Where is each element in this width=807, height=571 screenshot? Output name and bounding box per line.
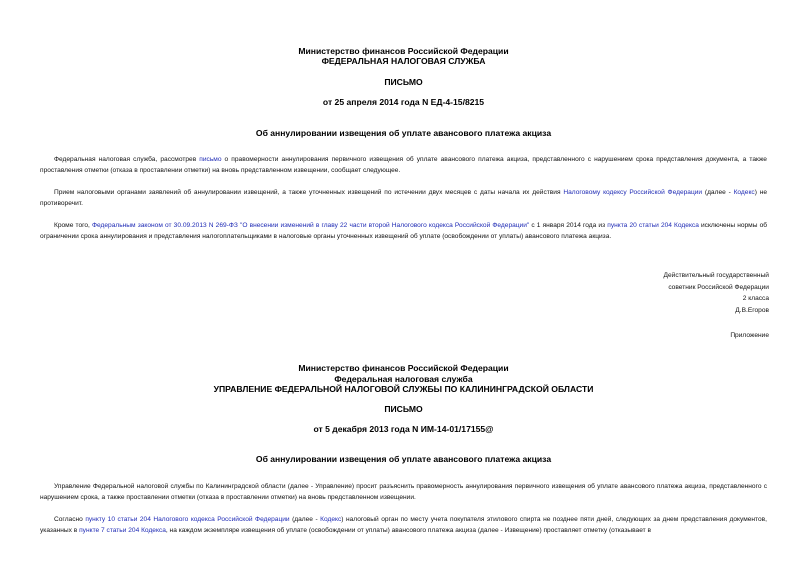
doc2-p2-link-article-204-p10[interactable]: пункту 10 статьи 204 Налогового кодекса Российской Федерации [85, 516, 290, 523]
doc2-p1-text-1: Управление Федеральной налоговой службы по Калининградской области (далее - Управление) просит разъяснить правомерность аннулирования первичного извещения об уплате авансового платежа акциза, представленного с нарушением срока, а также проставлении отметки (отказа в проставлении отметки) на вновь представленном извещении. [40, 483, 767, 501]
doc1-paragraph-2 [40, 187, 767, 209]
doc1-doc-type: ПИСЬМО [384, 77, 423, 87]
doc1-p1-text-2: о правомерности аннулирования первичного извещения об уплате авансового платежа акциза, представленного с нарушением срока представления документа, а также проставления отметки (отказа в проставлении отметки) на вновь представленном извещении, сообщает следующее. [40, 156, 767, 174]
doc2-p2-text-3: ) налоговый орган по месту учета покупателя этилового спирта не позднее пяти дней, следующих за днем представления документов, указанных в [40, 516, 767, 534]
doc1-p2-text-2: (далее - [702, 189, 734, 196]
signature-name: Д.В.Егоров [735, 306, 769, 314]
doc1-p3-link-federal-law[interactable]: Федеральным законом от 30.09.2013 N 269-ФЗ "О внесении изменений в главу 22 части второй Налогового кодекса Российской Федерации" [92, 222, 530, 229]
signature-line-2: советник Российской Федерации [668, 283, 769, 291]
doc1-p1-text-1: Федеральная налоговая служба, рассмотрев [54, 156, 200, 163]
doc1-p1-link-letter[interactable]: письмо [199, 156, 222, 163]
doc2-org-service: Федеральная налоговая служба [334, 374, 473, 384]
doc2-p2-text-4: , на каждом экземпляре извещения об уплате (освобождении от уплаты) авансового платежа акциза (далее - Извещение) проставляет отметку (отказывает в [165, 527, 652, 534]
doc1-paragraph-3 [40, 220, 767, 242]
doc2-doc-title: Об аннулировании извещения об уплате авансового платежа акциза [255, 454, 552, 464]
doc1-paragraph-1 [40, 154, 767, 176]
doc2-doc-date: от 5 декабря 2013 года N ИМ-14-01/17155@ [313, 424, 494, 434]
doc1-p3-text-3: исключены нормы об ограничении срока аннулирования и представления налогоплательщиками в налоговые органы уточненных извещений об уплате (освобождении от уплаты) авансового платежа акциза. [40, 222, 768, 240]
doc2-p2-text-1: Согласно [54, 516, 86, 523]
doc1-p2-text-1: Прием налоговыми органами заявлений об аннулировании извещений, а также уточненных извещений по истечении двух месяцев с даты начала их действия [54, 189, 564, 196]
doc1-p2-link-code[interactable]: Кодекс [733, 189, 755, 196]
doc1-org-ministry: Министерство финансов Российской Федерации [298, 46, 509, 56]
doc2-paragraph-2 [40, 514, 767, 536]
appendix-label: Приложение [730, 332, 769, 339]
doc1-org-service: ФЕДЕРАЛЬНАЯ НАЛОГОВАЯ СЛУЖБА [321, 56, 486, 66]
doc1-doc-date: от 25 апреля 2014 года N ЕД-4-15/8215 [322, 97, 485, 107]
doc2-p2-text-2: (далее - [289, 516, 321, 523]
doc2-paragraph-1 [40, 481, 767, 503]
doc2-doc-type: ПИСЬМО [384, 404, 423, 414]
doc1-p2-link-tax-code[interactable]: Налоговому кодексу Российской Федерации [563, 189, 703, 196]
signature-line-1: Действительный государственный [663, 272, 769, 279]
doc2-p2-link-article-204-p7[interactable]: пункте 7 статьи 204 Кодекса [79, 527, 166, 534]
doc1-p3-link-article-204[interactable]: пункта 20 статьи 204 Кодекса [607, 222, 699, 229]
signature-line-3: 2 класса [742, 295, 769, 302]
doc2-org-ministry: Министерство финансов Российской Федерации [298, 363, 509, 373]
doc1-p2-text-3: ) не противоречит. [40, 189, 768, 207]
doc1-doc-title: Об аннулировании извещения об уплате авансового платежа акциза [255, 128, 552, 138]
doc1-signature-block [569, 270, 769, 316]
doc1-p3-text-1: Кроме того, [54, 222, 92, 229]
doc2-org-department: УПРАВЛЕНИЕ ФЕДЕРАЛЬНОЙ НАЛОГОВОЙ СЛУЖБЫ ПО КАЛИНИНГРАДСКОЙ ОБЛАСТИ [213, 384, 594, 394]
doc2-p2-link-code[interactable]: Кодекс [320, 516, 342, 523]
doc1-p3-text-2: с 1 января 2014 года из [529, 222, 608, 229]
